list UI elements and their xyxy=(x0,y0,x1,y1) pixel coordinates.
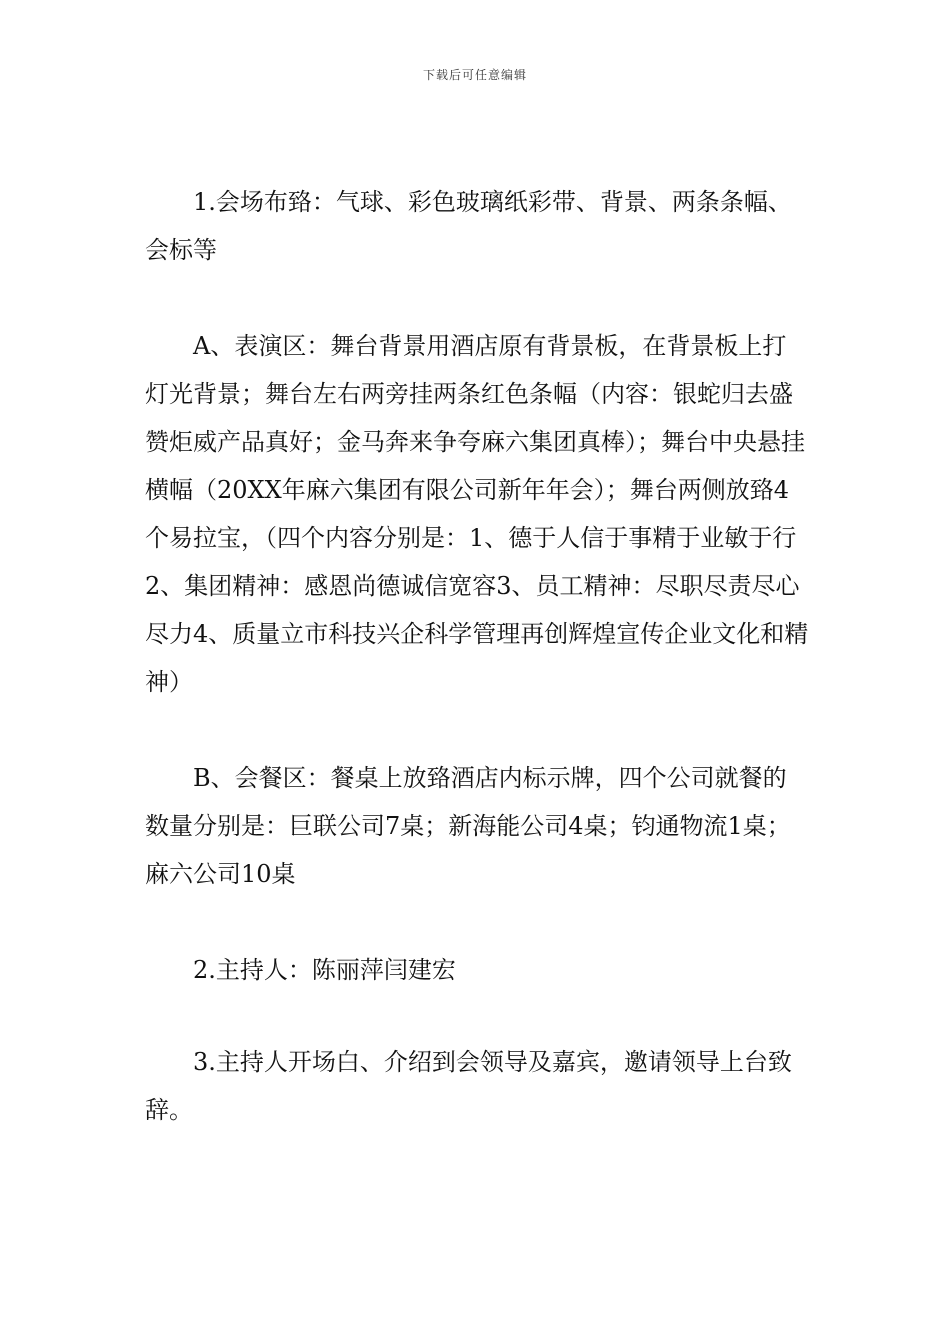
paragraph-dining-area: B、会餐区：餐桌上放臵酒店内标示牌，四个公司就餐的数量分别是：巨联公司7桌；新海能公司4桌；钧通物流1桌；麻六公司10桌 xyxy=(145,764,791,888)
paragraph-spacer xyxy=(145,898,810,946)
paragraph-opening-remarks: 3.主持人开场白、介绍到会领导及嘉宾，邀请领导上台致辞。 xyxy=(145,1048,792,1124)
paragraph-performance-area: A、表演区：舞台背景用酒店原有背景板，在背景板上打灯光背景；舞台左右两旁挂两条红色条幅（内容：银蛇归去盛赞炬威产品真好；金马奔来争夸麻六集团真棒）；舞台中央悬挂横幅（20XX年麻六集团有限公司新年年会）；舞台两侧放臵4个易拉宝，（四个内容分别是：1、德于人信于事精于业敏于行2、集团精神：感恩尚德诚信宽容3、员工精神：尽职尽责尽心尽力4、质量立市科技兴企科学管理再创辉煌宣传企业文化和精神） xyxy=(145,332,809,696)
paragraph-hosts: 2.主持人：陈丽萍闫建宏 xyxy=(193,956,456,984)
paragraph-spacer xyxy=(145,706,810,754)
paragraph-spacer xyxy=(145,994,810,1038)
page-header-note: 下载后可任意编辑 xyxy=(422,68,527,82)
document-body xyxy=(145,178,810,1134)
paragraph-venue-layout: 1.会场布臵：气球、彩色玻璃纸彩带、背景、两条条幅、会标等 xyxy=(145,188,792,264)
paragraph-spacer xyxy=(145,274,810,322)
